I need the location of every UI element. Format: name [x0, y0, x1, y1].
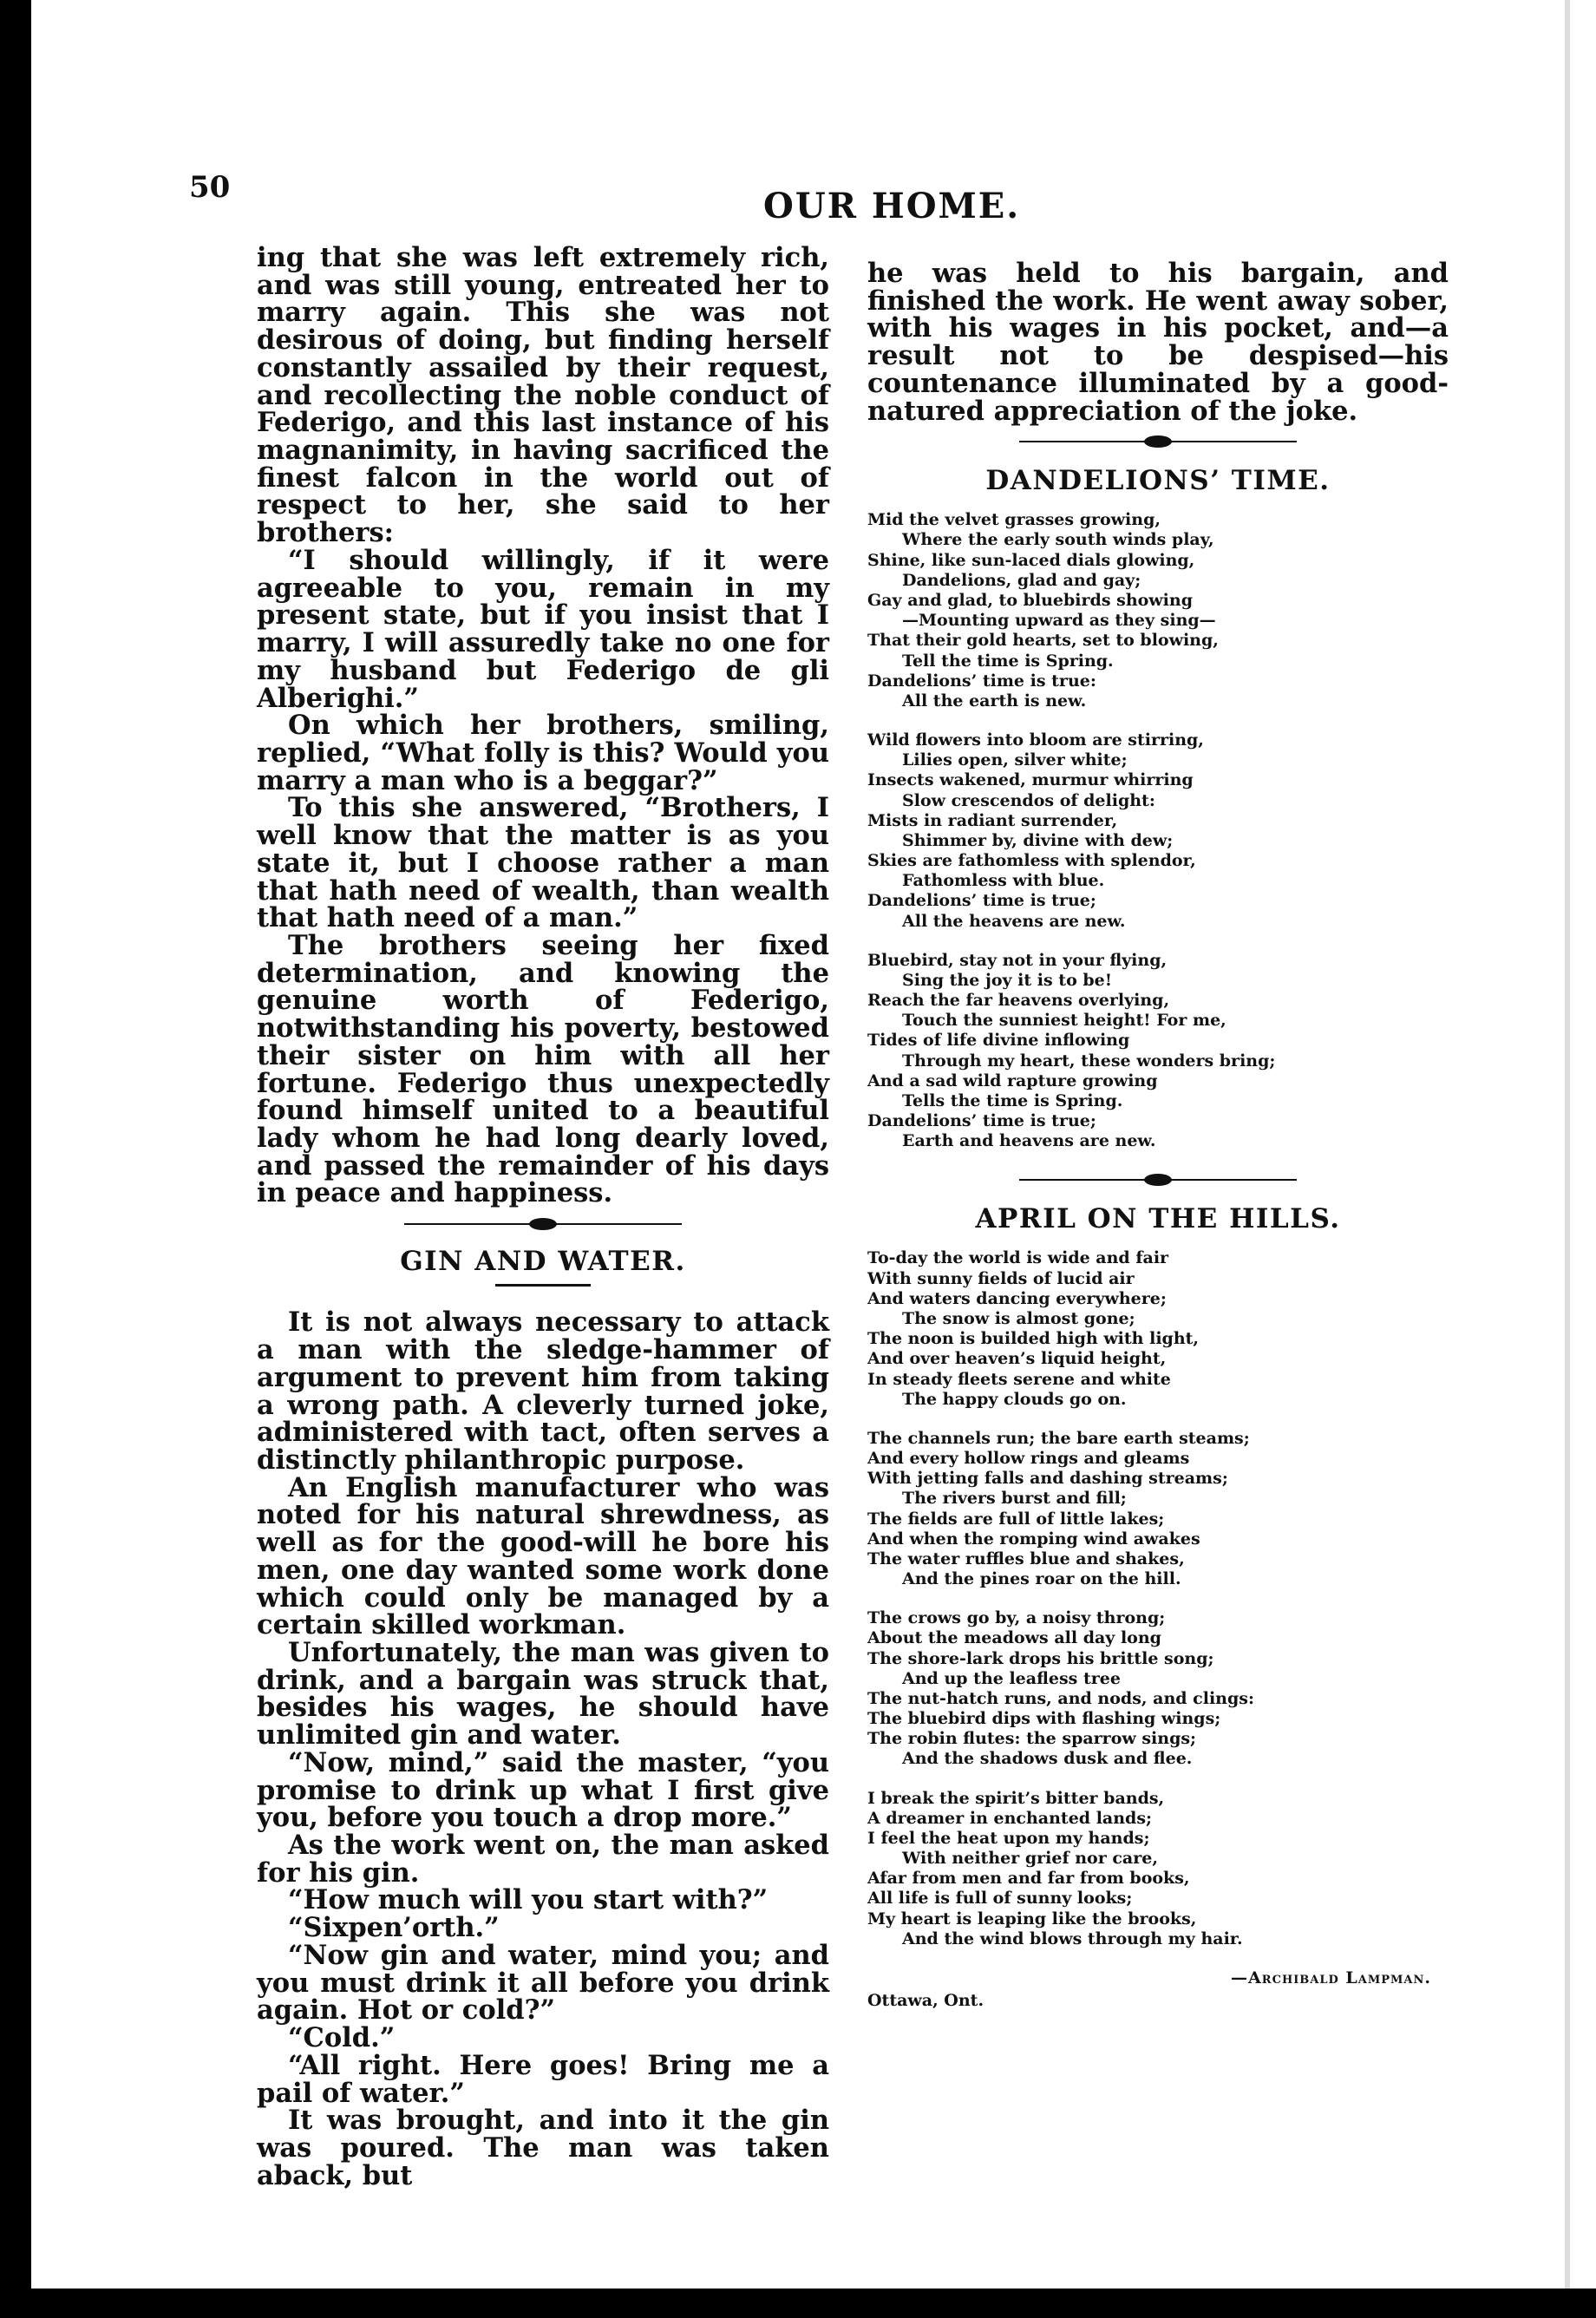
- running-head: OUR HOME.: [763, 186, 1021, 226]
- poem-dandelions: [867, 510, 1449, 1151]
- poem-april: [867, 1248, 1449, 1949]
- right-column: [867, 260, 1449, 2010]
- poem-line: Earth and heavens are new.: [902, 1131, 1156, 1151]
- poem-stanza: [867, 510, 1449, 711]
- paragraph: “All right. Here goes! Bring me a pail of water.”: [257, 2049, 829, 2109]
- paragraph: It is not always necessary to attack a man with the sledge-hammer of argument to prevent him from taking a wrong path. A cleverly turned joke, administered with tact, often serves a distinctly philanthropic purpose.: [257, 1306, 829, 1476]
- poem-line: I feel the heat upon my hands;: [867, 1828, 1150, 1848]
- poem-line: Dandelions’ time is true:: [867, 671, 1096, 691]
- poem-stanza: [867, 1248, 1449, 1409]
- paragraph: To this she answered, “Brothers, I well know that the matter is as you state it, but I choose rather a man that hath need of wealth, than wealth that hath need of a man.”: [257, 792, 829, 934]
- poem-line: To-day the world is wide and fair: [867, 1248, 1169, 1268]
- poem-stanza: [867, 730, 1449, 932]
- poem-line: The channels run; the bare earth steams;: [867, 1428, 1250, 1448]
- paragraph: The brothers seeing her fixed determination, and knowing the genuine worth of Federigo, notwithstanding his poverty, bestowed their sister on him with all her fortune. Federigo thus unexpectedly found himself united to a beautiful lady whom he had long dearly loved, and passed the remainder of his days in peace and happiness.: [257, 929, 829, 1209]
- poem-line: With neither grief nor care,: [902, 1849, 1158, 1869]
- poem-line: Gay and glad, to bluebirds showing: [867, 591, 1193, 610]
- poem-line: Dandelions, glad and gay;: [902, 570, 1141, 590]
- divider-ornament: [529, 1218, 557, 1230]
- poem-line: With jetting falls and dashing streams;: [867, 1469, 1228, 1489]
- poem-line: All life is full of sunny looks;: [867, 1889, 1133, 1909]
- poem-line: Sing the joy it is to be!: [902, 970, 1113, 990]
- poem-line: The nut-hatch runs, and nods, and clings:: [867, 1688, 1254, 1708]
- paragraph: “Sixpen’orth.”: [288, 1912, 500, 1944]
- scan-border-bottom: [0, 2289, 1596, 2318]
- poem-line: Bluebird, stay not in your flying,: [867, 950, 1168, 970]
- poem-line: Slow crescendos of delight:: [902, 790, 1155, 810]
- scan-page-edge: [1565, 0, 1570, 2318]
- poem-line: The shore-lark drops his brittle song;: [867, 1648, 1214, 1668]
- section-divider: [404, 1215, 682, 1234]
- poem-line: Fathomless with blue.: [902, 871, 1105, 891]
- poem-line: A dreamer in enchanted lands;: [867, 1808, 1153, 1828]
- paragraph: “Cold.”: [288, 2022, 396, 2054]
- poem-line: And the wind blows through my hair.: [902, 1928, 1243, 1948]
- article-title: GIN AND WATER.: [400, 1246, 686, 1278]
- poem-line: All the heavens are new.: [902, 911, 1126, 931]
- poem-line: Tides of life divine inflowing: [867, 1031, 1130, 1051]
- poem-line: The snow is almost gone;: [902, 1308, 1135, 1328]
- paragraph: Unfortunately, the man was given to drink, and a bargain was struck that, besides his wages, he should have unlimited gin and water.: [257, 1637, 829, 1752]
- left-column: [257, 242, 829, 2191]
- poem-line: Through my heart, these wonders bring;: [902, 1051, 1276, 1071]
- paragraph: “Now gin and water, mind you; and you must drink it all before you drink again. Hot or cold?”: [257, 1939, 829, 2027]
- poem-line: Tells the time is Spring.: [902, 1090, 1123, 1110]
- poem-line: And every hollow rings and gleams: [867, 1449, 1190, 1469]
- poem-line: The robin flutes: the sparrow sings;: [867, 1729, 1197, 1749]
- poem-line: I break the spirit’s bitter bands,: [867, 1788, 1165, 1808]
- paragraph: It was brought, and into it the gin was poured. The man was taken aback, but: [257, 2105, 829, 2191]
- poem-line: Mists in radiant surrender,: [867, 810, 1118, 830]
- paragraph: ing that she was left extremely rich, and was still young, entreated her to marry again. This she was not desirous of doing, but finding herself constantly assailed by their request, and recollecting the noble conduct of Federigo, and this last instance of his magnanimity, in having sacrificed the finest falcon in the world out of respect to her, she said to her brothers:: [257, 242, 829, 549]
- paragraph: As the work went on, the man asked for his gin.: [257, 1830, 829, 1889]
- poem-line: —Mounting upward as they sing—: [902, 611, 1216, 631]
- scan-border-left: [0, 0, 31, 2318]
- poem-line: The fields are full of little lakes;: [867, 1509, 1165, 1529]
- poem-line: The bluebird dips with flashing wings;: [867, 1709, 1221, 1729]
- poem-line: In steady fleets serene and white: [867, 1369, 1171, 1389]
- poem-line: The crows go by, a noisy throng;: [867, 1608, 1166, 1628]
- poem-stanza: [867, 1608, 1449, 1769]
- paragraph: “How much will you start with?”: [288, 1884, 769, 1916]
- poem-stanza: [867, 1789, 1449, 1949]
- poem-line: That their gold hearts, set to blowing,: [867, 631, 1219, 651]
- poem-line: Afar from men and far from books,: [867, 1869, 1190, 1889]
- paragraph: “Now, mind,” said the master, “you promise to drink up what I first give you, before you touch a drop more.”: [257, 1746, 829, 1834]
- poem-stanza: [867, 951, 1449, 1152]
- poem-line: Lilies open, silver white;: [902, 750, 1128, 770]
- page-number: 50: [189, 170, 231, 205]
- divider-ornament: [1144, 1174, 1172, 1186]
- poem-line: And when the romping wind awakes: [867, 1529, 1200, 1549]
- poem-line: And the shadows dusk and flee.: [902, 1749, 1193, 1769]
- poem-line: And up the leafless tree: [902, 1668, 1121, 1688]
- poem-line: Skies are fathomless with splendor,: [867, 851, 1196, 871]
- poem-stanza: [867, 1429, 1449, 1589]
- poem-line: The noon is builded high with light,: [867, 1329, 1200, 1349]
- poem-line: Dandelions’ time is true;: [867, 891, 1096, 911]
- paragraph: “I should willingly, if it were agreeable to you, remain in my present state, but if you insist that I marry, I will assuredly take no one for my husband but Federigo de gli Alberighi.”: [257, 544, 829, 714]
- poem-line: The happy clouds go on.: [902, 1389, 1127, 1409]
- place-line: Ottawa, Ont.: [867, 1990, 984, 2010]
- poem-line: Wild flowers into bloom are stirring,: [867, 730, 1204, 750]
- paragraph: An English manufacturer who was noted for his natural shrewdness, as well as for the good-will he bore his men, one day wanted some work done which could only be managed by a certain skilled workman.: [257, 1471, 829, 1641]
- section-divider: [1019, 1170, 1297, 1189]
- poem-line: And a sad wild rapture growing: [867, 1071, 1158, 1090]
- paragraph: he was held to his bargain, and finished the work. He went away sober, with his wages in his pocket, and—a result not to be despised—his countenance illuminated by a good-natured appreciation of the joke.: [867, 258, 1449, 427]
- poem-line: And over heaven’s liquid height,: [867, 1349, 1167, 1369]
- poem-line: The water ruffles blue and shakes,: [867, 1549, 1185, 1568]
- author-signature: —Archibald Lampman.: [1231, 1968, 1431, 1987]
- section-divider: [1019, 432, 1297, 451]
- poem-line: And waters dancing everywhere;: [867, 1288, 1167, 1308]
- title-underline: [495, 1284, 591, 1287]
- poem-line: Mid the velvet grasses growing,: [867, 510, 1161, 530]
- poem-line: Touch the sunniest height! For me,: [902, 1011, 1226, 1031]
- paragraph: On which her brothers, smiling, replied, “What folly is this? Would you marry a man who is a beggar?”: [257, 710, 829, 796]
- poem-line: About the meadows all day long: [867, 1628, 1161, 1648]
- poem-line: Dandelions’ time is true;: [867, 1111, 1096, 1131]
- poem-line: My heart is leaping like the brooks,: [867, 1909, 1197, 1928]
- poem-line: Shine, like sun-laced dials glowing,: [867, 550, 1195, 570]
- poem-title: DANDELIONS’ TIME.: [985, 465, 1331, 497]
- poem-line: Insects wakened, murmur whirring: [867, 770, 1194, 790]
- divider-ornament: [1144, 435, 1172, 448]
- poem-line: With sunny fields of lucid air: [867, 1268, 1135, 1288]
- poem-line: Shimmer by, divine with dew;: [902, 830, 1174, 850]
- poem-title: APRIL ON THE HILLS.: [975, 1203, 1341, 1235]
- poem-line: Tell the time is Spring.: [902, 651, 1114, 671]
- poem-line: All the earth is new.: [902, 691, 1087, 710]
- poem-line: The rivers burst and fill;: [902, 1489, 1127, 1509]
- poem-line: Reach the far heavens overlying,: [867, 991, 1170, 1011]
- poem-line: And the pines roar on the hill.: [902, 1569, 1181, 1589]
- poem-line: Where the early south winds play,: [902, 530, 1214, 550]
